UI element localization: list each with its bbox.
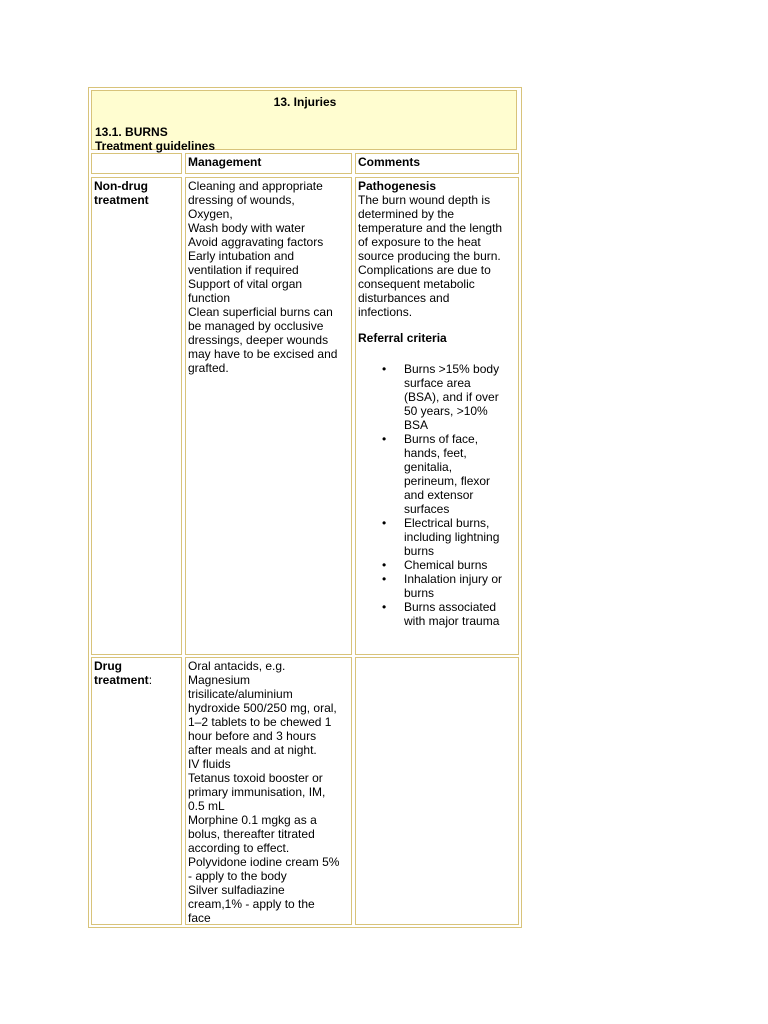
text-line: may have to be excised and <box>188 347 338 361</box>
text-line: cream,1% - apply to the <box>188 897 315 911</box>
text-line: IV fluids <box>188 757 231 771</box>
text-line: after meals and at night. <box>188 743 317 757</box>
text-line: Magnesium <box>188 673 251 687</box>
text-line: according to effect. <box>188 841 290 855</box>
text-line: primary immunisation, IM, <box>188 785 326 799</box>
text-line: hydroxide 500/250 mg, oral, <box>188 701 337 715</box>
text-line: 50 years, >10% <box>404 404 488 418</box>
text-line: face <box>188 911 211 925</box>
section-heading: 13.1. BURNS <box>95 125 168 139</box>
text-line: be managed by occlusive <box>188 319 324 333</box>
text-line: of exposure to the heat <box>358 235 481 249</box>
text-line: trisilicate/aluminium <box>188 687 293 701</box>
list-item <box>358 558 516 572</box>
comments-column-header: Comments <box>355 153 519 174</box>
drug-label-text: Drug treatment <box>94 659 149 687</box>
text-line: function <box>188 291 231 305</box>
text-line: • Burns associated <box>404 600 497 614</box>
list-item <box>358 516 516 558</box>
text-line: • Burns of face, <box>404 432 479 446</box>
table-header-block <box>91 90 517 153</box>
text-line: burns <box>404 586 435 600</box>
text-line: Oral antacids, e.g. <box>188 659 286 673</box>
non-drug-comments <box>355 177 519 655</box>
text-line: • Inhalation injury or <box>404 572 503 586</box>
non-drug-label: Non-drug treatment <box>91 177 182 655</box>
text-line: surface area <box>404 376 471 390</box>
text-line: bolus, thereafter titrated <box>188 827 315 841</box>
text-line: grafted. <box>188 361 229 375</box>
treatment-table <box>88 87 522 928</box>
text-line: Early intubation and <box>188 249 295 263</box>
text-line: Avoid aggravating factors <box>188 235 324 249</box>
section-subtitle: Treatment guidelines <box>95 139 216 153</box>
text-line: ventilation if required <box>188 263 299 277</box>
drug-label-colon: : <box>148 673 153 687</box>
referral-list <box>358 362 516 628</box>
text-line: genitalia, <box>404 460 453 474</box>
text-line: BSA <box>404 418 429 432</box>
list-item <box>358 572 516 600</box>
text-line: 0.5 mL <box>188 799 225 813</box>
blank-header-cell <box>91 153 182 174</box>
text-line: Complications are due to <box>358 263 491 277</box>
drug-comments <box>355 657 519 925</box>
text-line: infections. <box>358 305 413 319</box>
text-line: Wash body with water <box>188 221 305 235</box>
text-line: perineum, flexor <box>404 474 491 488</box>
drug-label <box>91 657 182 925</box>
list-item <box>358 362 516 432</box>
text-line: and extensor <box>404 488 474 502</box>
text-line: Oxygen, <box>188 207 233 221</box>
text-line: dressing of wounds, <box>188 193 295 207</box>
list-item <box>358 600 516 628</box>
text-line: determined by the <box>358 207 455 221</box>
text-line: (BSA), and if over <box>404 390 499 404</box>
text-line: • Electrical burns, <box>404 516 490 530</box>
text-line: - apply to the body <box>188 869 287 883</box>
text-line: including lightning <box>404 530 500 544</box>
drug-management <box>185 657 352 925</box>
text-line: consequent metabolic <box>358 277 475 291</box>
text-line: with major trauma <box>404 614 500 628</box>
text-line: disturbances and <box>358 291 450 305</box>
text-line: Clean superficial burns can <box>188 305 333 319</box>
pathogenesis-heading: Pathogenesis <box>358 179 437 193</box>
text-line: temperature and the length <box>358 221 503 235</box>
text-line: Silver sulfadiazine <box>188 883 285 897</box>
text-line: • Chemical burns <box>404 558 488 572</box>
text-line: source producing the burn. <box>358 249 501 263</box>
text-line: burns <box>404 544 435 558</box>
text-line: The burn wound depth is <box>358 193 491 207</box>
referral-heading: Referral criteria <box>358 331 447 345</box>
non-drug-management <box>185 177 352 655</box>
text-line: Morphine 0.1 mgkg as a <box>188 813 317 827</box>
text-line: • Burns >15% body <box>404 362 500 376</box>
text-line: Tetanus toxoid booster or <box>188 771 323 785</box>
text-line: hands, feet, <box>404 446 467 460</box>
page-title: 13. Injuries <box>273 95 337 109</box>
text-line: surfaces <box>404 502 450 516</box>
text-line: 1–2 tablets to be chewed 1 <box>188 715 332 729</box>
list-item <box>358 432 516 516</box>
text-line: Polyvidone iodine cream 5% <box>188 855 340 869</box>
text-line: dressings, deeper wounds <box>188 333 329 347</box>
text-line: Cleaning and appropriate <box>188 179 323 193</box>
text-line: Support of vital organ <box>188 277 303 291</box>
text-line: hour before and 3 hours <box>188 729 317 743</box>
management-column-header: Management <box>185 153 352 174</box>
